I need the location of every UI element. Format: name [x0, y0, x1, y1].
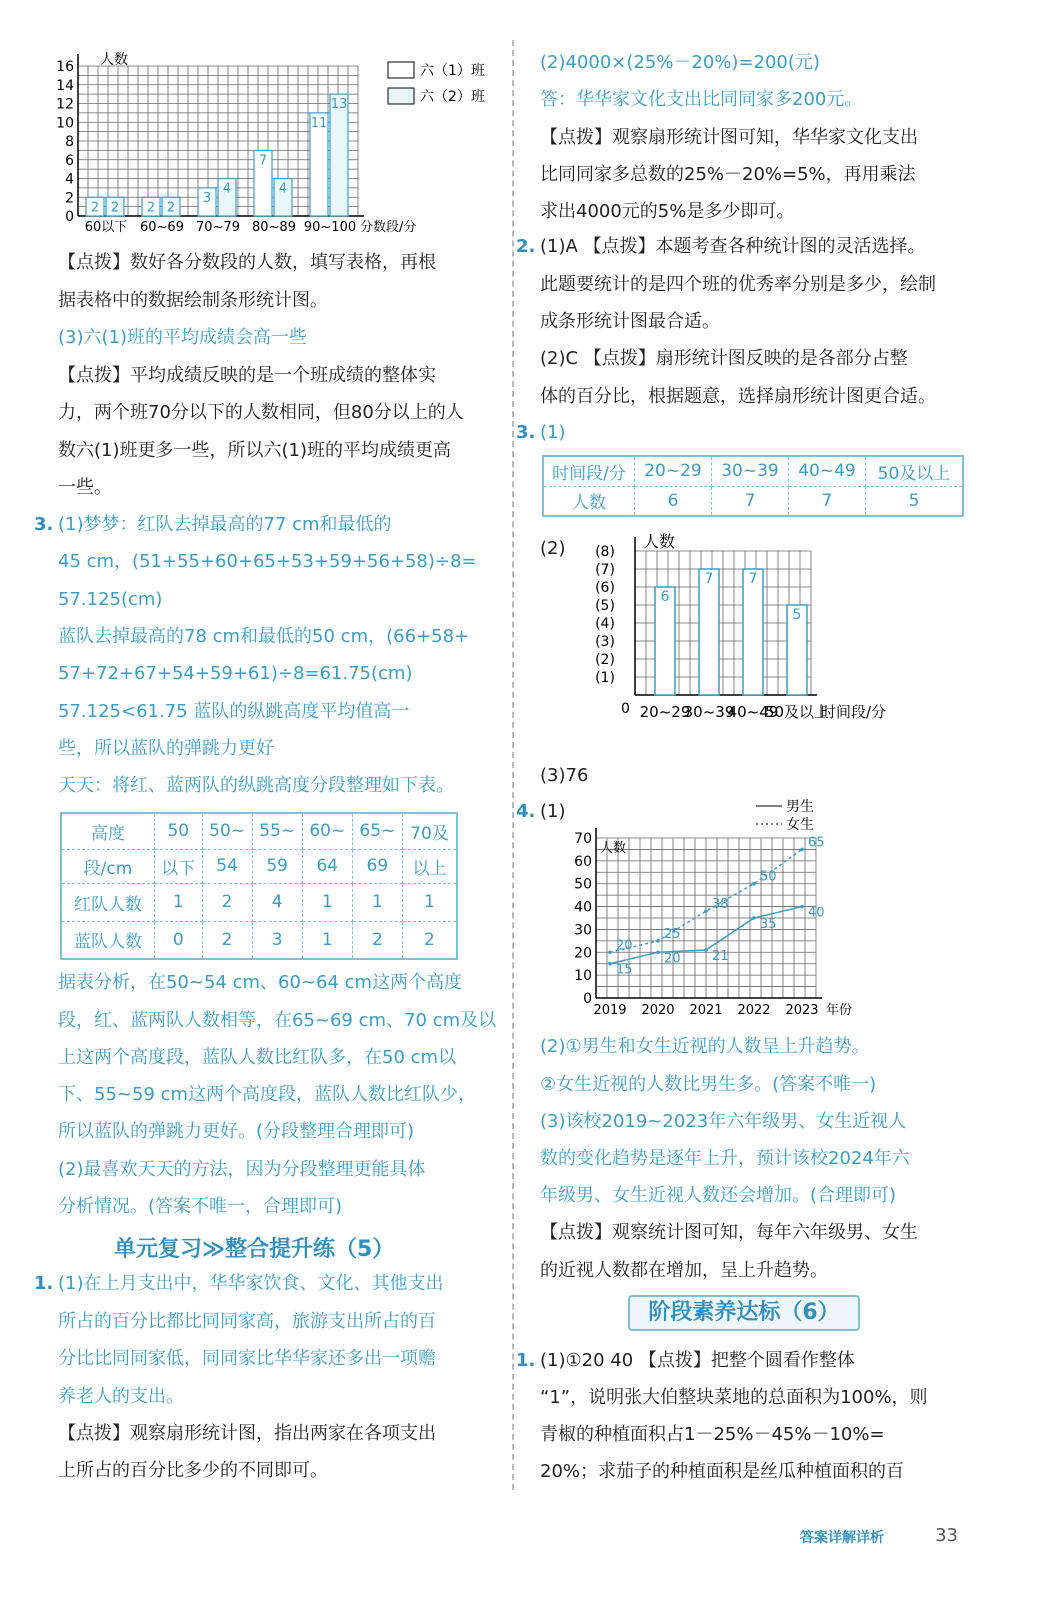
x-axis-label: 时间段/分: [821, 703, 887, 721]
data-label: 6: [660, 589, 670, 605]
height-table: [60, 812, 458, 960]
left-answer: 上这两个高度段，蓝队人数比红队多，在50 cm以: [58, 1047, 457, 1068]
left-answer: 下、55~59 cm这两个高度段，蓝队人数比红队少，: [58, 1084, 477, 1105]
y-tick-label: (8): [595, 544, 615, 560]
table-cell: 5: [865, 486, 963, 516]
data-label: 20: [616, 938, 633, 954]
x-tick-label: 80~89: [252, 220, 296, 235]
left-answer: 所占的百分比都比同同家高，旅游支出所占的百: [58, 1311, 436, 1332]
data-label: 20: [664, 951, 681, 967]
data-label: 38: [712, 897, 729, 913]
right-answer: 年级男、女生近视人数还会增加。(合理即可): [540, 1185, 897, 1206]
y-tick-label: 0: [583, 991, 592, 1007]
table-cell: 1: [352, 883, 402, 921]
left-answer: 57+72+67+54+59+61)÷8=61.75(cm): [58, 663, 413, 684]
left-text: 数六(1)班更多一些，所以六(1)班的平均成绩更高: [58, 440, 451, 461]
table-cell: 54: [202, 849, 252, 883]
data-point: [704, 948, 708, 952]
origin-label: 0: [621, 701, 630, 717]
data-label: 11: [310, 115, 328, 131]
bar: [330, 94, 348, 216]
x-axis-label: 年份: [826, 1003, 853, 1018]
x-tick-label: 2022: [737, 1003, 771, 1018]
data-point: [608, 962, 612, 966]
data-point: [608, 950, 612, 954]
left-answer: 45 cm，(51+55+60+65+53+59+56+58)÷8=: [58, 551, 477, 572]
question-number: 3.: [34, 514, 54, 535]
right-answer: ②女生近视的人数比男生多。(答案不唯一): [540, 1074, 877, 1095]
data-label: 7: [258, 153, 268, 169]
y-tick-label: (5): [595, 598, 615, 614]
left-text: 【点拨】数好各分数段的人数，填写表格，再根: [58, 252, 436, 273]
table-cell: 2: [352, 921, 402, 959]
right-text: (3)76: [540, 765, 589, 786]
left-answer: (2)最喜欢天天的方法，因为分段整理更能具体: [58, 1159, 426, 1180]
y-tick-label: 50: [574, 876, 592, 893]
table-cell: 红队人数: [61, 883, 155, 921]
data-label: 2: [146, 200, 156, 216]
data-label: 3: [202, 190, 212, 206]
table-cell: 高度: [61, 813, 155, 849]
question-number: 3.: [516, 422, 536, 443]
right-text: 的近视人数都在增加，呈上升趋势。: [540, 1260, 828, 1281]
table-cell: 1: [302, 883, 352, 921]
y-tick-label: 0: [65, 209, 74, 225]
data-point: [704, 909, 708, 913]
data-label: 2: [90, 200, 100, 216]
x-tick-label: 60以下: [84, 220, 128, 235]
y-tick-label: (7): [595, 562, 615, 578]
y-tick-label: 10: [574, 968, 592, 985]
bar: [699, 569, 719, 695]
y-tick-label: 20: [574, 945, 592, 962]
right-text: (1): [540, 801, 566, 822]
right-answer: 答：华华家文化支出比同同家多200元。: [540, 89, 863, 110]
right-answer: (1): [540, 422, 566, 443]
left-answer: (1)梦梦：红队去掉最高的77 cm和最低的: [58, 514, 392, 535]
legend-label: 女生: [786, 817, 814, 833]
data-label: 4: [222, 181, 232, 197]
data-point: [800, 905, 804, 909]
x-axis-label: 分数段/分: [360, 220, 417, 235]
x-tick-label: 70~79: [196, 220, 240, 235]
table-cell: 4: [252, 883, 302, 921]
right-text: 青椒的种植面积占1－25%－45%－10%=: [540, 1424, 885, 1445]
left-answer: 分析情况。(答案不唯一，合理即可): [58, 1196, 343, 1217]
x-tick-label: 2019: [593, 1003, 627, 1018]
table-cell: 64: [302, 849, 352, 883]
x-tick-label: 40~49: [727, 703, 779, 721]
table-cell: 6: [635, 486, 712, 516]
left-answer: 57.125<61.75 蓝队的纵跳高度平均值高一: [58, 701, 410, 722]
y-tick-label: 2: [65, 190, 74, 207]
right-text: 求出4000元的5%是多少即可。: [540, 201, 795, 222]
right-text: 20%；求茄子的种植面积是丝瓜种植面积的百: [540, 1461, 905, 1482]
left-answer: 天天：将红、蓝两队的纵跳高度分段整理如下表。: [58, 775, 454, 796]
table-cell: 50: [155, 813, 203, 849]
left-text: 上所占的百分比多少的不同即可。: [58, 1460, 328, 1481]
table-cell: 以下: [155, 849, 203, 883]
right-text: 成条形统计图最合适。: [540, 311, 720, 332]
right-text: “1”，说明张大伯整块菜地的总面积为100%，则: [540, 1387, 928, 1408]
column-divider: [512, 40, 514, 1490]
y-tick-label: 12: [56, 96, 74, 113]
line-chart-myopia: [568, 800, 888, 1025]
data-point: [800, 848, 804, 852]
data-label: 50: [760, 869, 777, 885]
right-text: (2)C 【点拨】扇形统计图反映的是各部分占整: [540, 348, 908, 369]
y-tick-label: (6): [595, 580, 615, 596]
page-number: 33: [935, 1525, 958, 1546]
left-text: 据表格中的数据绘制条形统计图。: [58, 290, 328, 311]
left-answer: 养老人的支出。: [58, 1386, 184, 1407]
table-cell: 2: [202, 921, 252, 959]
y-tick-label: 8: [65, 134, 74, 150]
data-label: 5: [792, 607, 802, 623]
table-cell: 段/cm: [61, 849, 155, 883]
left-answer: 据表分析，在50~54 cm、60~64 cm这两个高度: [58, 972, 463, 993]
y-tick-label: 6: [65, 152, 74, 169]
y-tick-label: 70: [574, 831, 592, 847]
table-cell: 69: [352, 849, 402, 883]
left-text: 一些。: [58, 477, 112, 498]
left-answer: (3)六(1)班的平均成绩会高一些: [58, 327, 307, 348]
table-cell: 1: [155, 883, 203, 921]
table-cell: 3: [252, 921, 302, 959]
y-tick-label: 16: [56, 59, 74, 75]
left-answer: 分比比同同家低，同同家比华华家还多出一项赡: [58, 1348, 436, 1369]
x-tick-label: 30~39: [683, 703, 735, 721]
data-point: [752, 916, 756, 920]
table-cell: 59: [252, 849, 302, 883]
right-text: 此题要统计的是四个班的优秀率分别是多少，绘制: [540, 274, 936, 295]
table-cell: 1: [302, 921, 352, 959]
right-text: (1)①20 40 【点拨】把整个圆看作整体: [540, 1350, 855, 1371]
table-cell: 1: [402, 883, 457, 921]
table-cell: 7: [788, 486, 865, 516]
y-tick-label: 30: [574, 922, 592, 939]
x-tick-label: 2023: [785, 1003, 819, 1018]
y-tick-label: (4): [595, 616, 615, 632]
right-text: 体的百分比，根据题意，选择扇形统计图更合适。: [540, 386, 936, 407]
x-tick-label: 90~100: [303, 220, 357, 235]
table-cell: 50及以上: [865, 456, 963, 486]
table-cell: 0: [155, 921, 203, 959]
data-label: 7: [748, 571, 758, 587]
left-answer: 段，红、蓝两队人数相等，在65~69 cm、70 cm及以: [58, 1010, 497, 1031]
y-axis-label: 人数: [100, 52, 128, 68]
left-answer: 57.125(cm): [58, 589, 163, 610]
right-text: 【点拨】观察扇形统计图可知，华华家文化支出: [540, 127, 918, 148]
left-answer: 所以蓝队的弹跳力更好。(分段整理合理即可): [58, 1121, 415, 1142]
legend-swatch: [388, 62, 414, 78]
right-answer: (3)该校2019~2023年六年级男、女生近视人: [540, 1111, 907, 1132]
y-tick-label: 40: [574, 899, 592, 916]
y-tick-label: 14: [56, 77, 74, 94]
right-text: (1)A 【点拨】本题考查各种统计图的灵活选择。: [540, 236, 926, 257]
bar-chart-time: [580, 532, 960, 745]
table-cell: 人数: [543, 486, 635, 516]
data-point: [656, 939, 660, 943]
right-answer: (2)①男生和女生近视的人数呈上升趋势。: [540, 1036, 870, 1057]
left-answer: (1)在上月支出中，华华家饮食、文化、其他支出: [58, 1273, 444, 1294]
right-text: (2): [540, 538, 566, 559]
left-answer: 些，所以蓝队的弹跳力更好: [58, 738, 274, 759]
table-cell: 7: [711, 486, 788, 516]
x-tick-label: 60~69: [140, 220, 184, 235]
question-number: 4.: [516, 801, 536, 822]
data-label: 21: [712, 949, 729, 964]
right-answer: 数的变化趋势是逐年上升，预计该校2024年六: [540, 1148, 910, 1169]
x-tick-label: 50及以上: [764, 703, 830, 721]
data-label: 15: [616, 962, 633, 978]
data-label: 13: [330, 97, 348, 113]
table-cell: 以上: [402, 849, 457, 883]
y-tick-label: (3): [595, 634, 615, 650]
legend-label: 六（2）班: [420, 89, 485, 105]
y-tick-label: (1): [595, 670, 615, 686]
table-cell: 20~29: [635, 456, 712, 486]
table-cell: 50~: [202, 813, 252, 849]
section-title: 单元复习≫整合提升练（5）: [114, 1237, 395, 1262]
right-answer: (2)4000×(25%－20%)=200(元): [540, 52, 820, 73]
y-tick-label: 60: [574, 853, 592, 870]
legend-label: 男生: [786, 799, 814, 815]
left-answer: 蓝队去掉最高的78 cm和最低的50 cm，(66+58+: [58, 626, 470, 647]
table-cell: 时间段/分: [543, 456, 635, 486]
right-text: 【点拨】观察统计图可知，每年六年级男、女生: [540, 1222, 918, 1243]
x-tick-label: 2020: [641, 1003, 675, 1018]
data-label: 65: [808, 835, 825, 851]
table-cell: 60~: [302, 813, 352, 849]
legend-label: 六（1）班: [420, 63, 485, 79]
data-label: 2: [166, 200, 176, 216]
y-axis-label: 人数: [643, 532, 676, 551]
right-text: 比同同家多总数的25%－20%=5%，再用乘法: [540, 164, 916, 185]
table-cell: 2: [202, 883, 252, 921]
question-number: 1.: [34, 1273, 54, 1294]
left-text: 【点拨】观察扇形统计图，指出两家在各项支出: [58, 1423, 436, 1444]
data-label: 25: [664, 926, 681, 942]
data-point: [656, 950, 660, 954]
question-number: 1.: [516, 1350, 536, 1371]
time-table: [542, 455, 964, 517]
bar-chart-scores: [38, 48, 485, 235]
table-cell: 30~39: [711, 456, 788, 486]
section-title: 阶段素养达标（6）: [628, 1295, 860, 1331]
x-tick-label: 2021: [689, 1003, 723, 1018]
table-cell: 55~: [252, 813, 302, 849]
x-tick-label: 20~29: [639, 703, 691, 721]
question-number: 2.: [516, 236, 536, 257]
y-tick-label: 4: [65, 171, 74, 188]
table-cell: 65~: [352, 813, 402, 849]
legend-swatch: [388, 88, 414, 104]
footer-tag: 答案详解详析: [800, 1530, 884, 1546]
bar: [743, 569, 763, 695]
left-text: 力，两个班70分以下的人数相同，但80分以上的人: [58, 402, 464, 423]
data-label: 35: [760, 917, 777, 932]
table-cell: 2: [402, 921, 457, 959]
y-axis-label: 人数: [600, 841, 627, 856]
left-text: 【点拨】平均成绩反映的是一个班成绩的整体实: [58, 365, 436, 386]
table-cell: 70及: [402, 813, 457, 849]
table-cell: 蓝队人数: [61, 921, 155, 959]
data-label: 7: [704, 571, 714, 587]
data-label: 4: [278, 181, 288, 197]
data-label: 2: [110, 200, 120, 216]
y-tick-label: 10: [56, 115, 74, 132]
y-tick-label: (2): [595, 652, 615, 668]
data-label: 40: [808, 905, 825, 921]
table-cell: 40~49: [788, 456, 865, 486]
data-point: [752, 882, 756, 886]
